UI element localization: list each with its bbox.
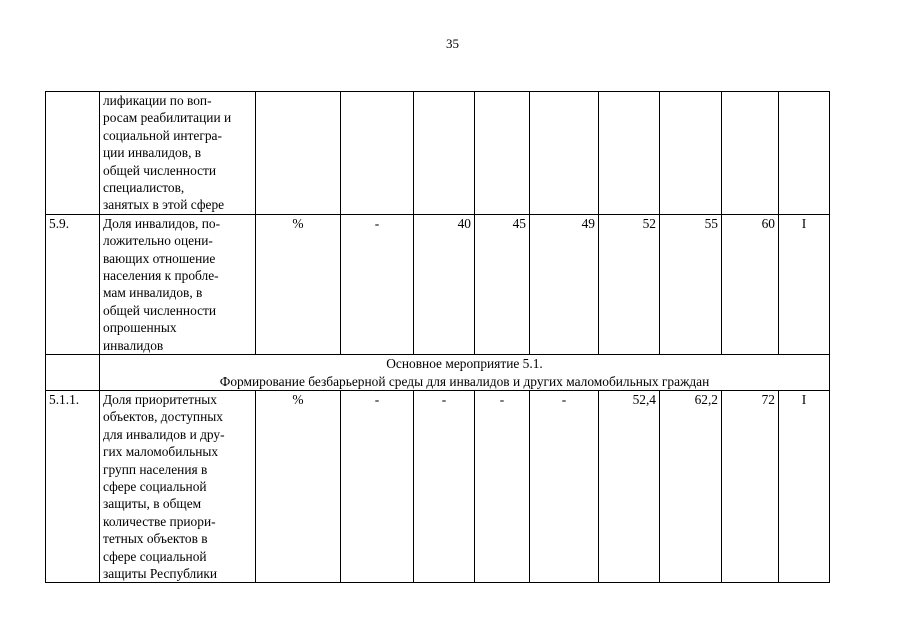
value-cell: 45 <box>475 214 530 354</box>
page-number: 35 <box>446 36 459 51</box>
indicator-name-line: опрошенных <box>103 320 177 336</box>
source-cell <box>779 92 830 215</box>
value-cell: - <box>530 390 599 582</box>
value-cell <box>660 92 722 215</box>
value-cell: - <box>341 390 414 582</box>
value-cell: 62,2 <box>660 390 722 582</box>
indicator-name-line: вающих отношение <box>103 250 216 266</box>
value-cell <box>599 92 660 215</box>
indicator-name-line: защиты Республики <box>103 565 218 581</box>
unit-cell: % <box>256 390 341 582</box>
table-row <box>46 390 830 582</box>
indicator-name-line: общей численности <box>103 162 217 178</box>
indicator-name-line: объектов, доступных <box>103 409 223 425</box>
indicator-name-line: ции инвалидов, в <box>103 145 202 161</box>
value-cell: 60 <box>722 214 779 354</box>
value-cell: 49 <box>530 214 599 354</box>
indicator-name-line: защиты, в общем <box>103 496 202 512</box>
value-cell: - <box>341 214 414 354</box>
indicator-name-line: сфере социальной <box>103 548 207 564</box>
indicators-table <box>45 91 830 583</box>
row-number: 5.1.1. <box>46 390 100 582</box>
indicator-name-line: тетных объектов в <box>103 531 208 547</box>
indicator-name-line: занятых в этой сфере <box>103 197 225 213</box>
value-cell: - <box>475 390 530 582</box>
indicator-name-line: ложительно оцени- <box>103 233 213 249</box>
indicator-name-line: для инвалидов и дру- <box>103 426 225 442</box>
indicator-name-line: специалистов, <box>103 180 185 196</box>
indicator-name-line: мам инвалидов, в <box>103 285 203 301</box>
value-cell: - <box>414 390 475 582</box>
unit-cell <box>256 92 341 215</box>
indicator-name <box>100 390 256 582</box>
value-cell: 52,4 <box>599 390 660 582</box>
indicator-name-line: социальной интегра- <box>103 127 222 143</box>
section-heading <box>100 355 830 391</box>
value-cell <box>341 92 414 215</box>
indicator-name-line: гих маломобильных <box>103 444 219 460</box>
indicator-name-line: Доля инвалидов, по- <box>103 215 221 231</box>
indicator-name-line: Доля приоритетных <box>103 391 217 407</box>
indicator-name-line: росам реабилитации и <box>103 110 232 126</box>
unit-cell: % <box>256 214 341 354</box>
row-number <box>46 355 100 391</box>
indicator-name-line: инвалидов <box>103 337 164 353</box>
indicator-name-line: количестве приори- <box>103 513 216 529</box>
indicator-name-line: общей численности <box>103 302 217 318</box>
indicator-name-line: групп населения в <box>103 461 208 477</box>
indicator-name-line: лификации по воп- <box>103 93 212 108</box>
value-cell <box>414 92 475 215</box>
table-row <box>46 214 830 354</box>
section-row <box>46 355 830 391</box>
value-cell: 72 <box>722 390 779 582</box>
indicator-name-line: населения к пробле- <box>103 268 219 284</box>
indicator-name <box>100 214 256 354</box>
source-cell: I <box>779 214 830 354</box>
source-cell: I <box>779 390 830 582</box>
row-number: 5.9. <box>46 214 100 354</box>
value-cell <box>530 92 599 215</box>
row-number <box>46 92 100 215</box>
value-cell: 52 <box>599 214 660 354</box>
table-row <box>46 92 830 215</box>
indicator-name <box>100 92 256 215</box>
value-cell: 55 <box>660 214 722 354</box>
value-cell <box>475 92 530 215</box>
section-subtitle: Формирование безбарьерной среды для инвалидов и других маломобильных граждан <box>219 373 710 389</box>
value-cell: 40 <box>414 214 475 354</box>
value-cell <box>722 92 779 215</box>
section-title: Основное мероприятие 5.1. <box>386 356 543 372</box>
indicator-name-line: сфере социальной <box>103 478 207 494</box>
